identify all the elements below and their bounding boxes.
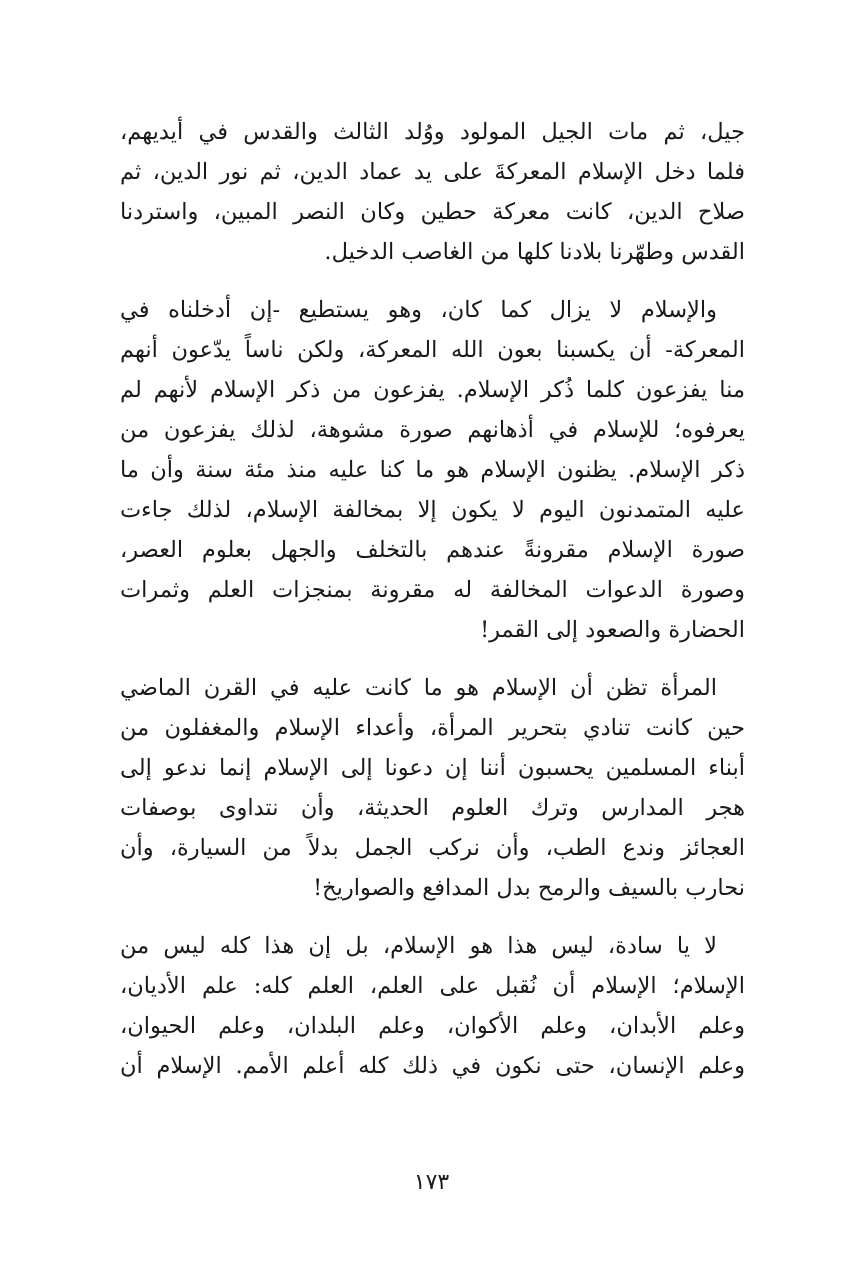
text-line: وعلم الأبدان، وعلم الأكوان، وعلم البلدان، وعلم الحيوان، <box>120 1013 745 1039</box>
text-line: العجائز وندع الطب، وأن نركب الجمل بدلاً من السيارة، وأن <box>120 835 745 861</box>
text-line: الحضارة والصعود إلى القمر! <box>480 617 745 643</box>
paragraph-1 <box>120 112 745 272</box>
text-line: جيل، ثم مات الجيل المولود ووُلد الثالث والقدس في أيديهم، <box>120 119 745 145</box>
text-line: أبناء المسلمين يحسبون أننا إن دعونا إلى الإسلام إنما ندعو إلى <box>120 755 745 781</box>
text-line: وعلم الإنسان، حتى نكون في ذلك كله أعلم الأمم. الإسلام أن <box>120 1053 745 1079</box>
text-line: لا يا سادة، ليس هذا هو الإسلام، بل إن هذا كله ليس من <box>120 933 717 959</box>
text-line: ذكر الإسلام. يظنون الإسلام هو ما كنا عليه منذ مئة سنة وأن ما <box>120 457 745 483</box>
text-line: عليه المتمدنون اليوم لا يكون إلا بمخالفة الإسلام، لذلك جاءت <box>120 497 745 523</box>
text-line: والإسلام لا يزال كما كان، وهو يستطيع -إن أدخلناه في <box>120 297 717 323</box>
text-line: المعركة- أن يكسبنا بعون الله المعركة، ولكن ناساً يدّعون أنهم <box>120 337 745 363</box>
text-line: القدس وطهّرنا بلادنا كلها من الغاصب الدخيل. <box>324 239 745 265</box>
text-line: نحارب بالسيف والرمح بدل المدافع والصواريخ! <box>313 875 745 901</box>
text-line: وصورة الدعوات المخالفة له مقرونة بمنجزات العلم وثمرات <box>120 577 745 603</box>
body-text <box>120 112 745 1104</box>
paragraph-3 <box>120 668 745 908</box>
text-line: حين كانت تنادي بتحرير المرأة، وأعداء الإسلام والمغفلون من <box>120 715 745 741</box>
paragraph-2 <box>120 290 745 650</box>
paragraph-4 <box>120 926 745 1086</box>
text-line: يعرفوه؛ للإسلام في أذهانهم صورة مشوهة، لذلك يفزعون من <box>120 417 745 443</box>
text-line: صلاح الدين، كانت معركة حطين وكان النصر المبين، واستردنا <box>120 199 745 225</box>
text-line: فلما دخل الإسلام المعركةَ على يد عماد الدين، ثم نور الدين، ثم <box>120 159 745 185</box>
page-number: ١٧٣ <box>413 1170 450 1195</box>
text-line: صورة الإسلام مقرونةً عندهم بالتخلف والجهل بعلوم العصر، <box>120 537 745 563</box>
text-line: منا يفزعون كلما ذُكر الإسلام. يفزعون من ذكر الإسلام لأنهم لم <box>120 377 745 403</box>
text-line: الإسلام؛ الإسلام أن نُقبل على العلم، العلم كله: علم الأديان، <box>120 973 745 999</box>
text-line: هجر المدارس وترك العلوم الحديثة، وأن نتداوى بوصفات <box>120 795 745 821</box>
text-line: المرأة تظن أن الإسلام هو ما كانت عليه في القرن الماضي <box>120 675 717 701</box>
